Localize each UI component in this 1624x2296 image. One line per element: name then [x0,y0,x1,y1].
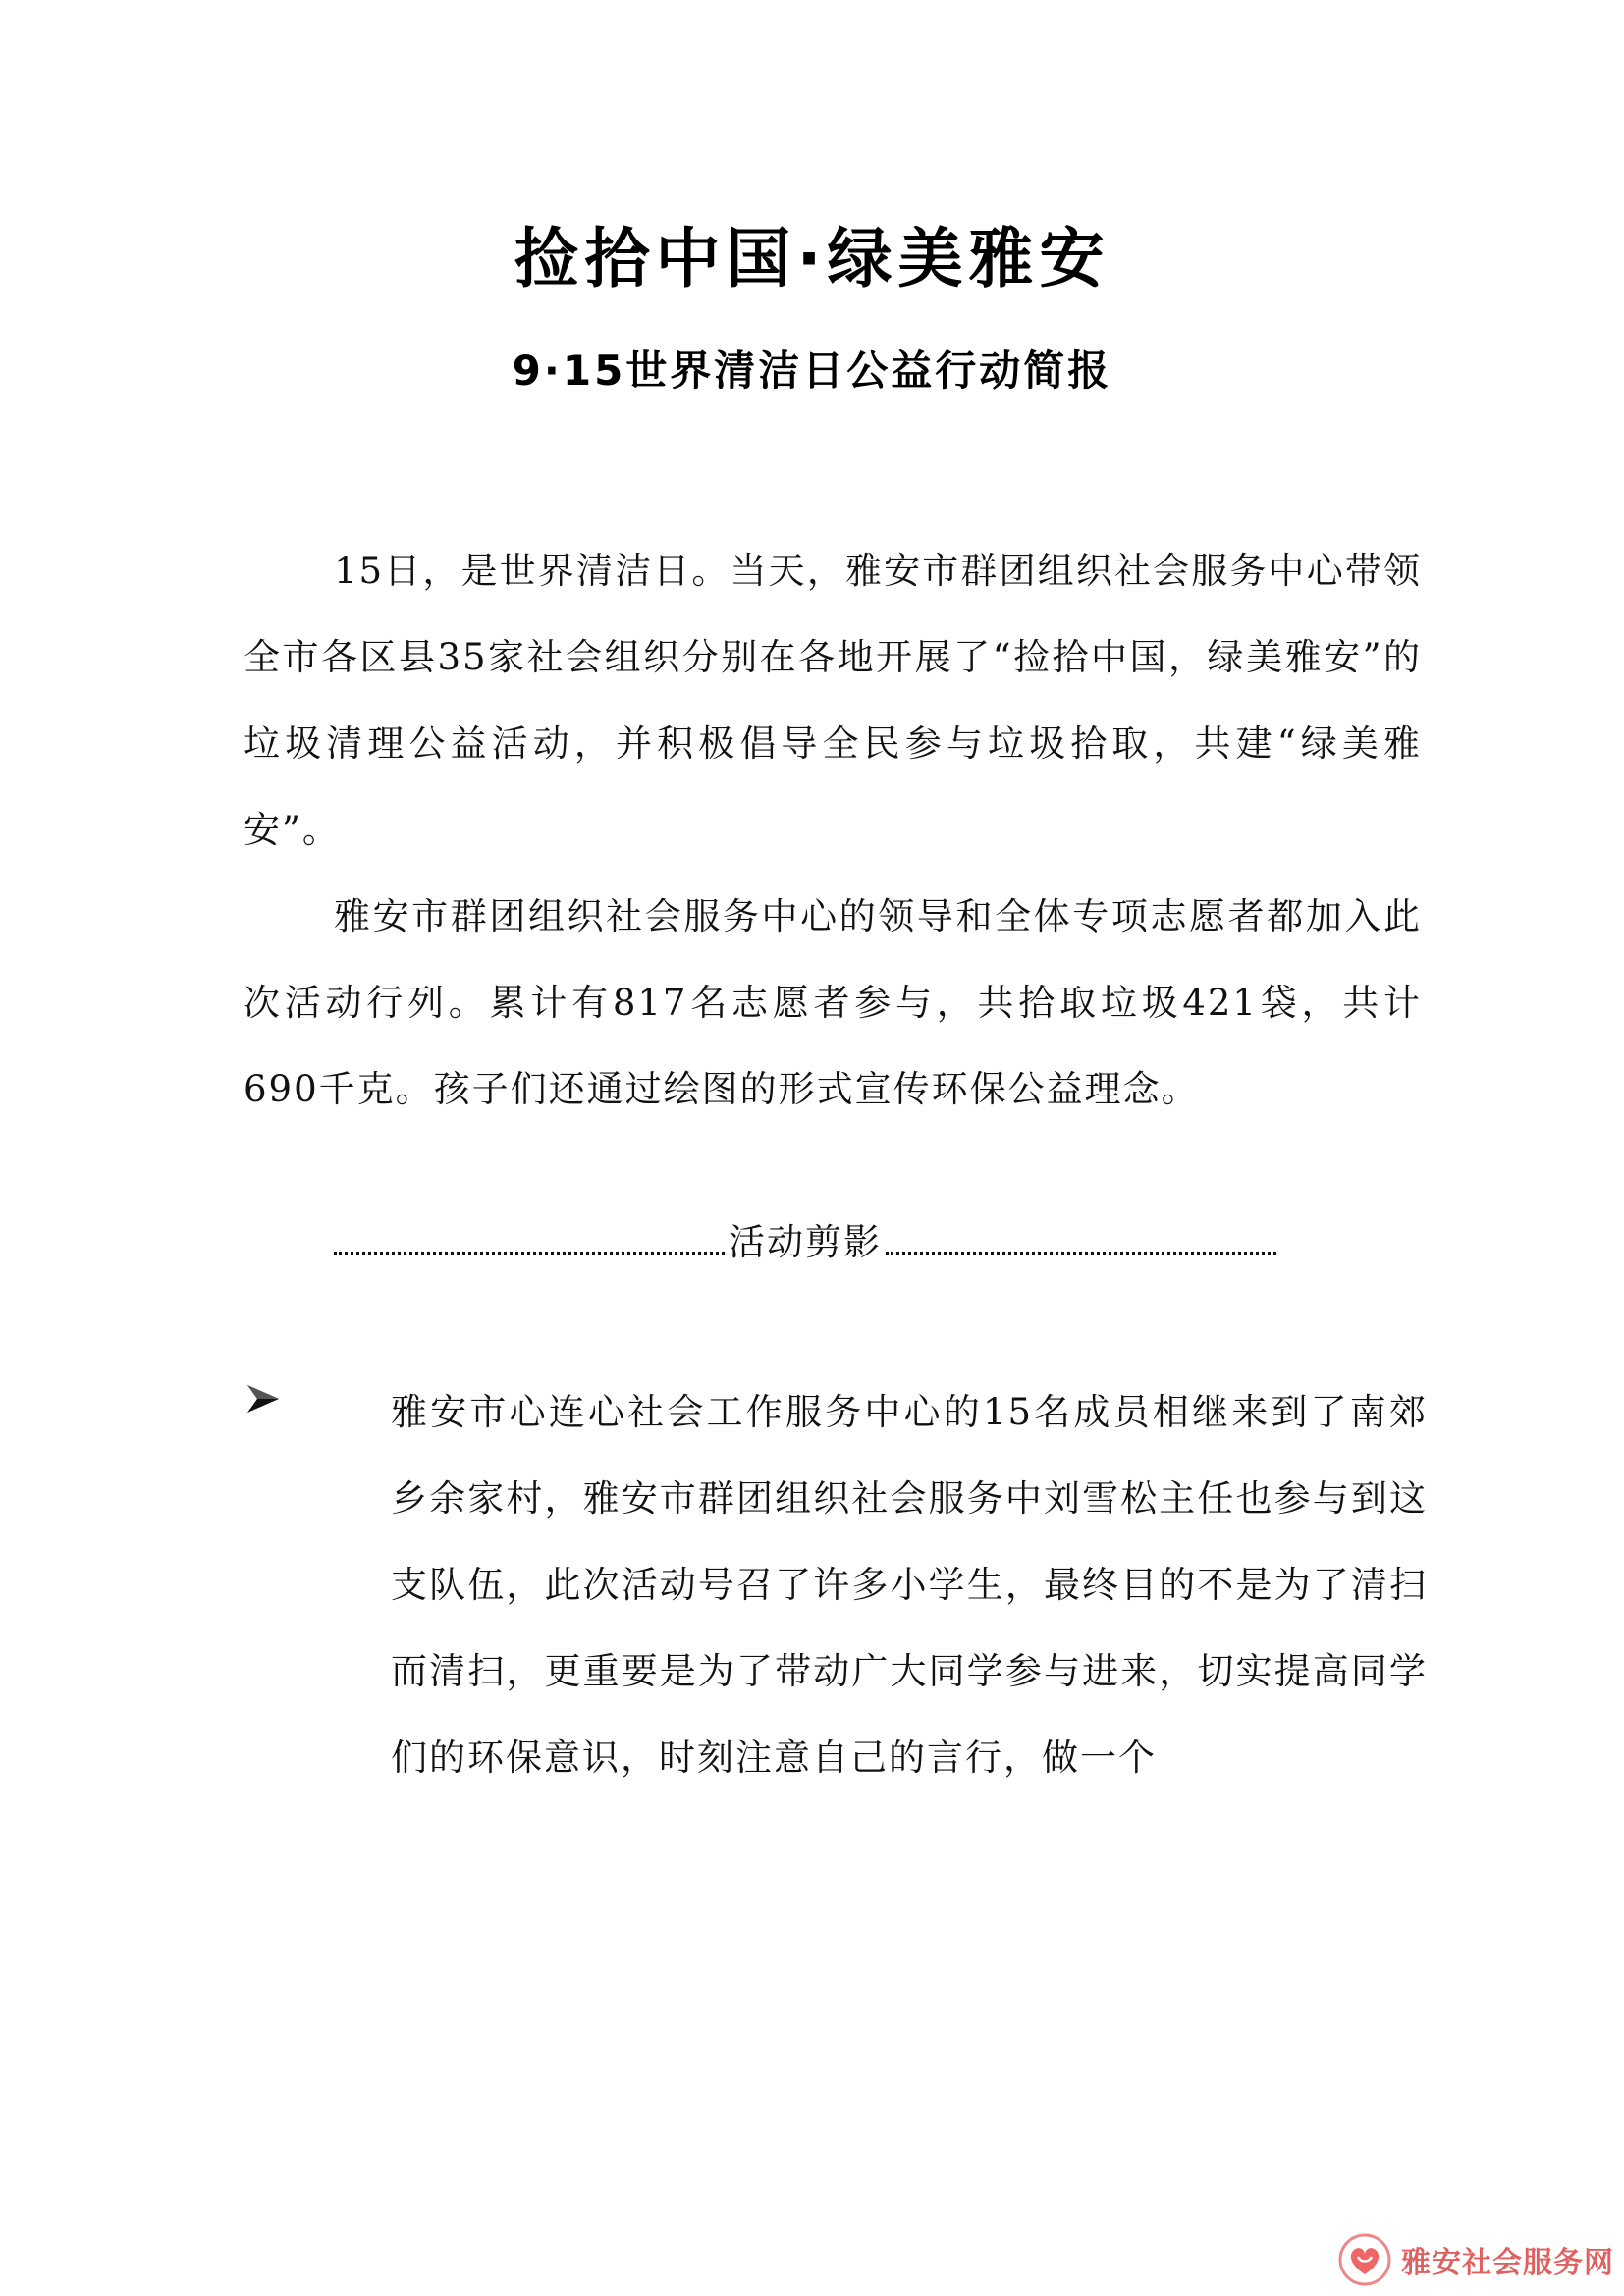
document-subtitle: 9·15世界清洁日公益行动简报 [512,347,1112,395]
paragraph-participation: 雅安市群团组织社会服务中心的领导和全体专项志愿者都加入此次活动行列。累计有817名志愿者参与，共拾取垃圾421袋，共计690千克。孩子们还通过绘图的形式宣传环保公益理念。 [244,895,1422,1110]
watermark [1338,2233,1614,2286]
section-divider [334,1212,1276,1265]
divider-dots-left [334,1252,725,1255]
watermark-text: 雅安社会服务网 [1401,2246,1614,2280]
bullet-item [300,1369,1428,1801]
bullet-item-text: 雅安市心连心社会工作服务中心的15名成员相继来到了南郊乡余家村，雅安市群团组织社会服务中刘雪松主任也参与到这支队伍，此次活动号召了许多小学生，最终目的不是为了清扫而清扫，更重要是为了带动广大同学参与进来，切实提高同学们的环保意识，时刻注意自己的言行，做一个 [391,1391,1428,1779]
divider-dots-right [886,1252,1276,1255]
document-title: 捡拾中国·绿美雅安 [514,221,1110,296]
heart-logo-icon [1338,2233,1391,2286]
divider-label: 活动剪影 [729,1221,882,1263]
paragraph-intro: 15日，是世界清洁日。当天，雅安市群团组织社会服务中心带领全市各区县35家社会组织分别在各地开展了“捡拾中国，绿美雅安”的垃圾清理公益活动，并积极倡导全民参与垃圾拾取，共建“绿美雅安”。 [244,550,1422,851]
arrow-bullet-icon [244,1379,283,1418]
